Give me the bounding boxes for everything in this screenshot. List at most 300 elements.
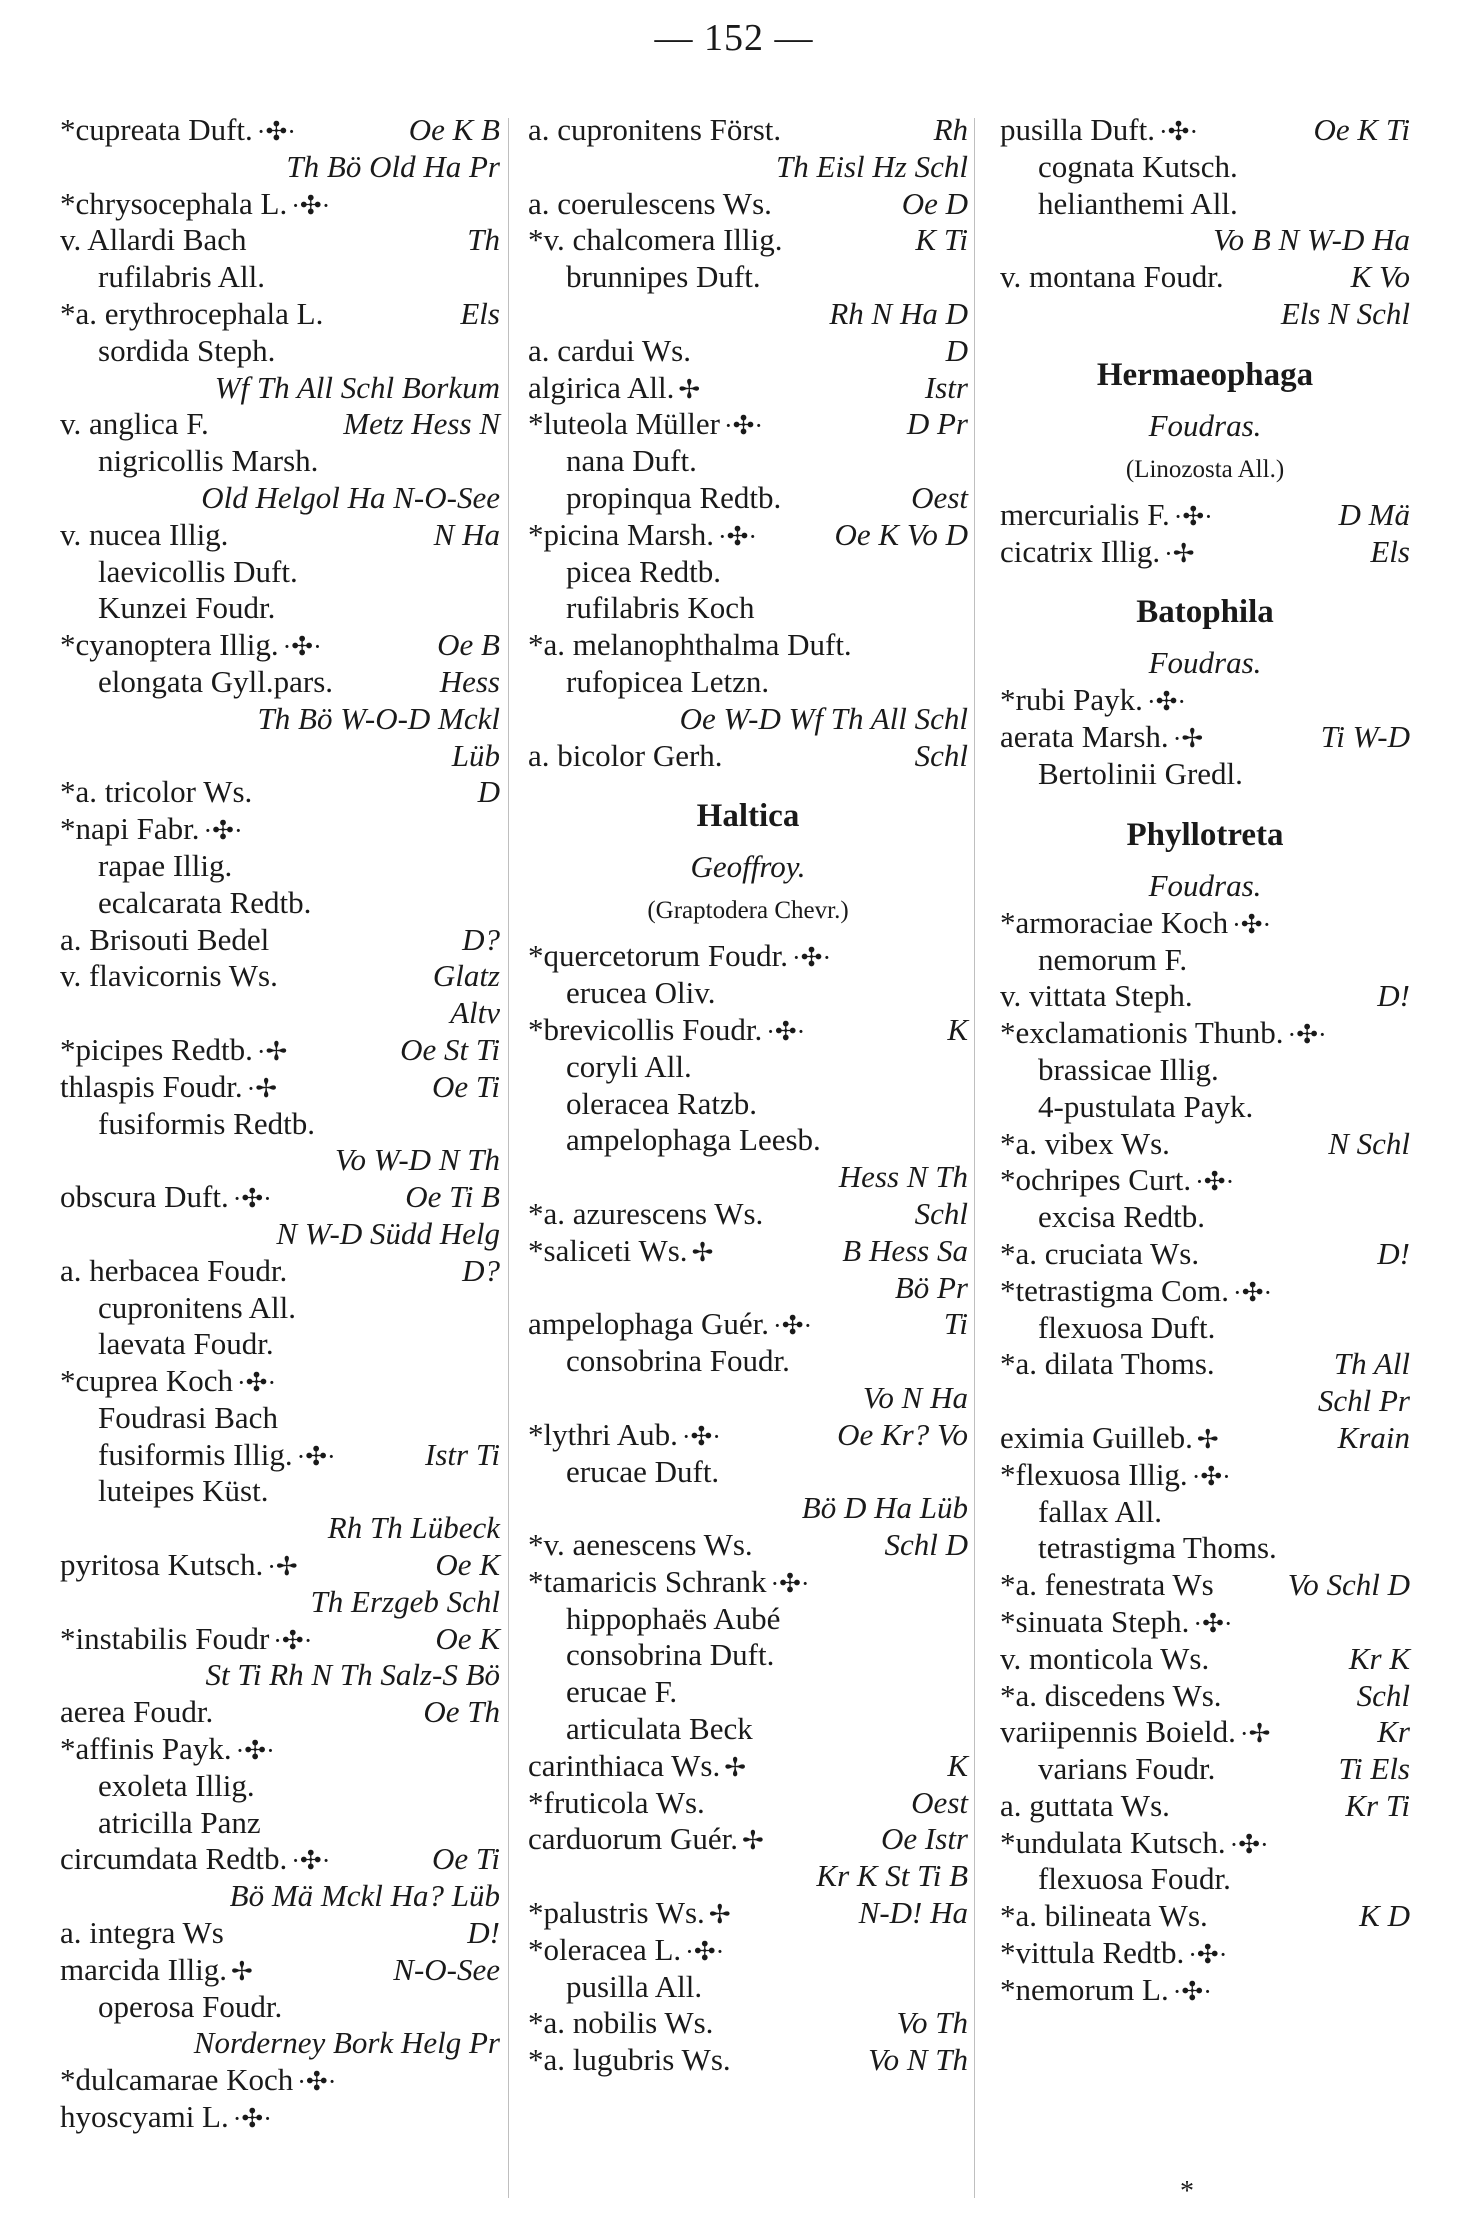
- region-line: Bö Pr: [894, 1269, 968, 1305]
- species-entry: [1000, 1199, 1410, 1236]
- region-line: Kr K St Ti B: [816, 1858, 968, 1894]
- host-mark: ✢: [1196, 1424, 1219, 1454]
- species-entry: [60, 1400, 500, 1437]
- species-name: laevicollis Duft.: [98, 553, 298, 589]
- host-mark: ·✣·: [792, 943, 832, 973]
- species-entry: [528, 1564, 968, 1601]
- region-label: Kr Ti: [1345, 1787, 1410, 1823]
- species-entry: [60, 554, 500, 591]
- species-entry: [1000, 1273, 1410, 1310]
- species-name: *saliceti Ws.: [528, 1232, 688, 1268]
- species-name: sordida Steph.: [98, 332, 276, 368]
- species-entry: [528, 1711, 968, 1748]
- species-entry: [60, 517, 500, 554]
- species-name: nana Duft.: [566, 443, 697, 479]
- region-label: K Ti: [915, 222, 968, 258]
- region-label: K: [947, 1747, 968, 1783]
- species-entry: [528, 1233, 968, 1270]
- species-entry: [60, 1179, 500, 1216]
- region-line: Rh N Ha D: [829, 295, 968, 331]
- genus-synonym: (Linozosta All.): [1125, 455, 1285, 483]
- species-entry: [60, 406, 500, 443]
- species-name: *a. melanophthalma Duft.: [528, 627, 852, 663]
- species-name: consobrina Foudr.: [566, 1343, 790, 1379]
- region-label: N Ha: [433, 516, 500, 552]
- species-entry: [60, 664, 500, 701]
- species-name: v. monticola Ws.: [1000, 1640, 1210, 1676]
- region-label: Oe K: [435, 1547, 500, 1583]
- species-name: a. cardui Ws.: [528, 332, 691, 368]
- species-name: brunnipes Duft.: [566, 259, 761, 295]
- host-mark: ·✣·: [773, 1311, 813, 1341]
- species-entry: [1000, 1641, 1410, 1678]
- species-entry: [60, 1952, 500, 1989]
- species-name: Foudrasi Bach: [98, 1399, 278, 1435]
- region-label: Vo N Th: [868, 2042, 968, 2078]
- column-left: [60, 112, 500, 2136]
- species-name: *cupreata Duft.: [60, 112, 253, 147]
- species-entry: [60, 1805, 500, 1842]
- region-label: Rh: [933, 112, 968, 147]
- species-entry: [528, 1969, 968, 2006]
- species-entry: [528, 480, 968, 517]
- species-entry: [528, 259, 968, 296]
- species-entry: [1000, 682, 1410, 719]
- genus-author: Foudras.: [1148, 645, 1262, 681]
- species-entry: [528, 1821, 968, 1858]
- region-line: Schl Pr: [1317, 1383, 1410, 1419]
- species-name: elongata Gyll.pars.: [98, 663, 334, 699]
- species-entry: [1000, 149, 1410, 186]
- genus-author: Foudras.: [1148, 867, 1262, 903]
- species-entry: [528, 1785, 968, 1822]
- species-entry: [1000, 1861, 1410, 1898]
- species-entry: [60, 443, 500, 480]
- host-mark: ·✢: [1239, 1719, 1271, 1749]
- species-entry: [60, 1253, 500, 1290]
- species-name: operosa Foudr.: [98, 1988, 283, 2024]
- region-line: St Ti Rh N Th Salz-S Bö: [205, 1657, 500, 1693]
- region-label: Els: [1370, 533, 1410, 569]
- species-name: a. herbacea Foudr.: [60, 1252, 288, 1288]
- host-mark: ·✣·: [273, 1625, 313, 1655]
- species-entry: [528, 554, 968, 591]
- region-label: N-D! Ha: [858, 1895, 968, 1931]
- species-name: *brevicollis Foudr.: [528, 1011, 763, 1047]
- species-name: *picipes Redtb.: [60, 1031, 253, 1067]
- host-mark: ·✣·: [1146, 687, 1187, 717]
- species-entry: [60, 811, 500, 848]
- species-name: fallax All.: [1038, 1493, 1162, 1529]
- species-name: aerata Marsh.: [1000, 719, 1169, 755]
- species-entry: [528, 1637, 968, 1674]
- species-name: rufopicea Letzn.: [566, 663, 770, 699]
- species-entry: [60, 1290, 500, 1327]
- region-label: Oe Ti B: [405, 1179, 500, 1215]
- species-name: cognata Kutsch.: [1038, 148, 1238, 184]
- species-name: *a. erythrocephala L.: [60, 295, 324, 331]
- host-mark: ✢: [678, 374, 701, 404]
- species-name: *tetrastigma Com.: [1000, 1272, 1230, 1308]
- species-entry: [60, 112, 500, 149]
- species-name: ecalcarata Redtb.: [98, 884, 312, 920]
- region-line: Wf Th All Schl Borkum: [214, 369, 500, 405]
- species-name: erucae F.: [566, 1674, 678, 1710]
- region-label: Oe K Vo D: [834, 516, 968, 552]
- region-label: Schl D: [884, 1527, 968, 1563]
- species-name: excisa Redtb.: [1038, 1199, 1206, 1235]
- region-line: N W-D Südd Helg: [276, 1215, 500, 1251]
- species-entry: [60, 1106, 500, 1143]
- genus-title: Batophila: [1136, 594, 1274, 631]
- species-name: *tamaricis Schrank: [528, 1563, 767, 1599]
- region-line: Th Bö W-O-D Mckl: [257, 700, 500, 736]
- species-name: algirica All.: [528, 369, 675, 405]
- region-label: D?: [462, 1252, 500, 1288]
- species-name: fusiformis Redtb.: [98, 1105, 315, 1141]
- species-name: picea Redtb.: [566, 553, 721, 589]
- species-entry: [1000, 1126, 1410, 1163]
- region-label: Schl: [914, 737, 968, 773]
- region-label: D: [477, 774, 500, 810]
- species-entry: [528, 1306, 968, 1343]
- species-name: rufilabris All.: [98, 259, 266, 295]
- species-entry: [528, 664, 968, 701]
- species-entry: [528, 1748, 968, 1785]
- species-entry: [1000, 1310, 1410, 1347]
- species-entry: [1000, 1089, 1410, 1126]
- species-entry: [1000, 1162, 1410, 1199]
- region-label: Vo Th: [896, 2005, 968, 2041]
- host-mark: ·✢: [267, 1552, 298, 1582]
- host-mark: ·✣·: [1232, 909, 1272, 939]
- species-entry: [1000, 1457, 1410, 1494]
- species-entry: [528, 1343, 968, 1380]
- species-entry: [528, 938, 968, 975]
- host-mark: ·✢: [1172, 724, 1204, 754]
- species-name: *picina Marsh.: [528, 516, 714, 552]
- species-name: *fruticola Ws.: [528, 1784, 705, 1820]
- genus-title: Haltica: [696, 798, 800, 835]
- region-label: K: [947, 1011, 968, 1047]
- species-entry: [1000, 1604, 1410, 1641]
- species-entry: [1000, 1825, 1410, 1862]
- species-name: *lythri Aub.: [528, 1416, 678, 1452]
- species-name: ampelophaga Leesb.: [566, 1122, 821, 1158]
- species-entry: [528, 1122, 968, 1159]
- genus-synonym: (Graptodera Chevr.): [647, 897, 849, 925]
- species-name: pyritosa Kutsch.: [60, 1547, 264, 1583]
- region-line: Vo N Ha: [862, 1379, 968, 1415]
- host-mark: ·✣·: [1229, 1829, 1269, 1859]
- region-label: Oe Kr? Vo: [837, 1416, 968, 1452]
- species-entry: [60, 774, 500, 811]
- species-name: *rubi Payk.: [1000, 682, 1143, 718]
- species-name: v. montana Foudr.: [1000, 259, 1224, 295]
- species-name: cicatrix Illig.: [1000, 533, 1161, 569]
- species-name: *chrysocephala L.: [60, 185, 288, 221]
- region-label: Els: [460, 295, 500, 331]
- species-entry: [60, 1363, 500, 1400]
- region-label: Oe K B: [408, 112, 500, 147]
- species-name: tetrastigma Thoms.: [1038, 1530, 1277, 1566]
- species-entry: [60, 627, 500, 664]
- host-mark: ·✣·: [685, 1936, 725, 1966]
- species-name: cupronitens All.: [98, 1289, 297, 1325]
- species-name: *a. azurescens Ws.: [528, 1195, 764, 1231]
- region-label: Oe Istr: [881, 1821, 968, 1857]
- species-name: ampelophaga Guér.: [528, 1306, 770, 1342]
- species-name: v. vittata Steph.: [1000, 978, 1193, 1014]
- species-entry: [1000, 978, 1410, 1015]
- species-entry: [1000, 1898, 1410, 1935]
- species-entry: [1000, 1788, 1410, 1825]
- region-label: Schl: [914, 1195, 968, 1231]
- species-entry: [60, 1032, 500, 1069]
- species-name: *a. nobilis Ws.: [528, 2005, 714, 2041]
- species-entry: [528, 443, 968, 480]
- region-line: Bö Mä Mckl Ha? Lüb: [229, 1878, 500, 1914]
- species-entry: [60, 333, 500, 370]
- region-line: Altv: [450, 995, 500, 1031]
- species-name: a. integra Ws: [60, 1915, 224, 1951]
- species-entry: [60, 1069, 500, 1106]
- host-mark: ·✣·: [291, 1846, 331, 1876]
- region-line: Vo B N W-D Ha: [1213, 222, 1410, 258]
- species-name: rapae Illig.: [98, 847, 233, 883]
- species-entry: [60, 2099, 500, 2136]
- host-mark: ·✣·: [1233, 1277, 1273, 1307]
- species-entry: [528, 1196, 968, 1233]
- species-entry: [60, 848, 500, 885]
- species-name: *a. discedens Ws.: [1000, 1677, 1222, 1713]
- region-label: D Pr: [906, 406, 968, 442]
- species-entry: [528, 333, 968, 370]
- column-middle: [528, 112, 968, 2079]
- species-name: nigricollis Marsh.: [98, 443, 319, 479]
- species-entry: [528, 1527, 968, 1564]
- species-entry: [1000, 942, 1410, 979]
- species-name: *palustris Ws.: [528, 1895, 705, 1931]
- species-name: Kunzei Foudr.: [98, 590, 276, 626]
- species-name: a. coerulescens Ws.: [528, 185, 772, 221]
- region-label: Oe B: [437, 627, 500, 663]
- species-name: 4-pustulata Payk.: [1038, 1088, 1254, 1124]
- species-name: carduorum Guér.: [528, 1821, 739, 1857]
- region-line: Lüb: [451, 737, 500, 773]
- species-name: pusilla Duft.: [1000, 112, 1155, 147]
- species-name: *dulcamarae Koch: [60, 2062, 294, 2098]
- page-number: — 152 —: [654, 17, 814, 59]
- region-label: D Mä: [1338, 496, 1410, 532]
- species-name: v. nucea Illig.: [60, 516, 229, 552]
- species-name: flexuosa Foudr.: [1038, 1861, 1231, 1897]
- species-name: thlaspis Foudr.: [60, 1068, 243, 1104]
- footer-mark: *: [1180, 2176, 1194, 2207]
- host-mark: ·✣·: [1287, 1020, 1327, 1050]
- species-entry: [528, 370, 968, 407]
- species-entry: [528, 1012, 968, 1049]
- species-entry: [1000, 1346, 1410, 1383]
- species-entry: [528, 222, 968, 259]
- species-entry: [1000, 1935, 1410, 1972]
- host-mark: ·✣·: [770, 1568, 810, 1598]
- species-name: a. bicolor Gerh.: [528, 737, 723, 773]
- species-name: mercurialis F.: [1000, 496, 1170, 532]
- species-name: *armoraciae Koch: [1000, 904, 1229, 940]
- species-name: *a. dilata Thoms.: [1000, 1346, 1215, 1382]
- species-entry: [60, 1694, 500, 1731]
- column-right: [1000, 112, 1410, 2009]
- region-label: Oe Ti: [431, 1068, 500, 1104]
- region-line: Old Helgol Ha N-O-See: [201, 479, 500, 515]
- species-name: variipennis Boield.: [1000, 1714, 1236, 1750]
- species-entry: [60, 296, 500, 333]
- species-name: v. anglica F.: [60, 406, 209, 442]
- species-name: *v. aenescens Ws.: [528, 1527, 753, 1563]
- host-mark: ·✣·: [232, 2104, 272, 2134]
- species-entry: [528, 186, 968, 223]
- genus-title: Phyllotreta: [1126, 816, 1284, 853]
- host-mark: ·✢: [256, 1036, 288, 1066]
- host-mark: ·✢: [1164, 538, 1195, 568]
- species-entry: [528, 1417, 968, 1454]
- region-label: B Hess Sa: [842, 1232, 968, 1268]
- species-entry: [60, 186, 500, 223]
- species-entry: [1000, 905, 1410, 942]
- species-entry: [60, 1473, 500, 1510]
- region-label: Oe D: [901, 185, 968, 221]
- species-name: v. Allardi Bach: [60, 222, 247, 258]
- host-mark: ·✣·: [291, 190, 331, 220]
- host-mark: ·✣·: [1188, 1940, 1228, 1970]
- species-name: *v. chalcomera Illig.: [528, 222, 783, 258]
- species-entry: [1000, 1015, 1410, 1052]
- species-name: *a. fenestrata Ws: [1000, 1567, 1214, 1603]
- region-label: Ti W-D: [1320, 719, 1410, 755]
- species-name: laevata Foudr.: [98, 1326, 274, 1362]
- region-label: D!: [1377, 978, 1410, 1014]
- species-name: a. Brisouti Bedel: [60, 921, 270, 957]
- region-line: Vo W-D N Th: [334, 1142, 500, 1178]
- region-line: Hess N Th: [838, 1159, 968, 1195]
- region-line: Th Bö Old Ha Pr: [286, 148, 500, 184]
- species-entry: [60, 222, 500, 259]
- region-line: Rh Th Lübeck: [327, 1510, 500, 1546]
- species-entry: [528, 517, 968, 554]
- host-mark: ·✣·: [297, 2067, 337, 2097]
- region-label: Oe K: [435, 1620, 500, 1656]
- species-name: *cuprea Koch: [60, 1363, 233, 1399]
- species-name: luteipes Küst.: [98, 1473, 269, 1509]
- species-name: carinthiaca Ws.: [528, 1747, 721, 1783]
- region-label: D!: [1377, 1235, 1410, 1271]
- region-label: Kr K: [1348, 1640, 1410, 1676]
- species-entry: [60, 1915, 500, 1952]
- host-mark: ·✣·: [766, 1016, 806, 1046]
- species-entry: [60, 590, 500, 627]
- species-name: oleracea Ratzb.: [566, 1085, 758, 1121]
- species-entry: [528, 738, 968, 775]
- species-entry: [528, 1049, 968, 1086]
- species-name: *a. lugubris Ws.: [528, 2042, 731, 2078]
- host-mark: ✢: [708, 1900, 731, 1930]
- species-name: Bertolinii Gredl.: [1038, 755, 1243, 791]
- species-entry: [60, 958, 500, 995]
- species-name: *napi Fabr.: [60, 811, 200, 847]
- species-name: atricilla Panz: [98, 1804, 261, 1840]
- species-entry: [528, 627, 968, 664]
- region-line: Norderney Bork Helg Pr: [193, 2025, 500, 2061]
- species-name: *a. vibex Ws.: [1000, 1125, 1170, 1161]
- species-entry: [1000, 1714, 1410, 1751]
- species-name: rufilabris Koch: [566, 590, 755, 626]
- species-name: *luteola Müller: [528, 406, 720, 442]
- region-label: Oe Ti: [431, 1841, 500, 1877]
- species-name: *quercetorum Foudr.: [528, 938, 789, 974]
- host-mark: ·✣·: [1172, 1976, 1212, 2006]
- column-divider: [508, 118, 509, 2198]
- region-label: K Vo: [1350, 259, 1410, 295]
- species-name: erucae Duft.: [566, 1453, 720, 1489]
- host-mark: ·✣·: [681, 1421, 721, 1451]
- species-entry: [1000, 497, 1410, 534]
- species-name: eximia Guilleb.: [1000, 1419, 1193, 1455]
- species-name: *sinuata Steph.: [1000, 1603, 1190, 1639]
- species-entry: [60, 1768, 500, 1805]
- species-entry: [1000, 1494, 1410, 1531]
- species-name: flexuosa Duft.: [1038, 1309, 1216, 1345]
- species-entry: [1000, 1972, 1410, 2009]
- species-name: propinqua Redtb.: [566, 479, 782, 515]
- species-entry: [1000, 186, 1410, 223]
- species-name: *undulata Kutsch.: [1000, 1824, 1226, 1860]
- species-name: a. cupronitens Först.: [528, 112, 782, 147]
- species-entry: [1000, 1567, 1410, 1604]
- species-entry: [528, 1674, 968, 1711]
- host-mark: ·✣·: [717, 521, 758, 551]
- region-line: Th Eisl Hz Schl: [775, 148, 968, 184]
- host-mark: ·✣·: [1191, 1461, 1231, 1491]
- host-mark: ·✣·: [1159, 117, 1199, 146]
- species-entry: [60, 2062, 500, 2099]
- host-mark: ·✣·: [1193, 1608, 1233, 1638]
- species-entry: [1000, 719, 1410, 756]
- region-label: Th: [467, 222, 500, 258]
- region-label: N-O-See: [393, 1951, 500, 1987]
- host-mark: ✢: [231, 1956, 253, 1986]
- region-label: K D: [1359, 1898, 1410, 1934]
- host-mark: ·✣·: [232, 1184, 272, 1214]
- region-label: Kr: [1377, 1714, 1410, 1750]
- host-mark: ·✣·: [1173, 501, 1213, 531]
- species-name: erucea Oliv.: [566, 975, 716, 1011]
- species-name: *oleracea L.: [528, 1931, 682, 1967]
- species-name: aerea Foudr.: [60, 1694, 214, 1730]
- region-label: Hess: [439, 663, 500, 699]
- species-name: *instabilis Foudr: [60, 1620, 270, 1656]
- species-entry: [60, 1731, 500, 1768]
- region-label: Th All: [1333, 1346, 1410, 1382]
- species-name: *cyanoptera Illig.: [60, 627, 279, 663]
- species-name: varians Foudr.: [1038, 1751, 1216, 1787]
- region-line: Oe W-D Wf Th All Schl: [679, 700, 968, 736]
- species-name: *exclamationis Thunb.: [1000, 1015, 1284, 1051]
- species-name: *a. tricolor Ws.: [60, 774, 253, 810]
- species-entry: [1000, 112, 1410, 149]
- species-name: nemorum F.: [1038, 941, 1188, 977]
- species-entry: [60, 259, 500, 296]
